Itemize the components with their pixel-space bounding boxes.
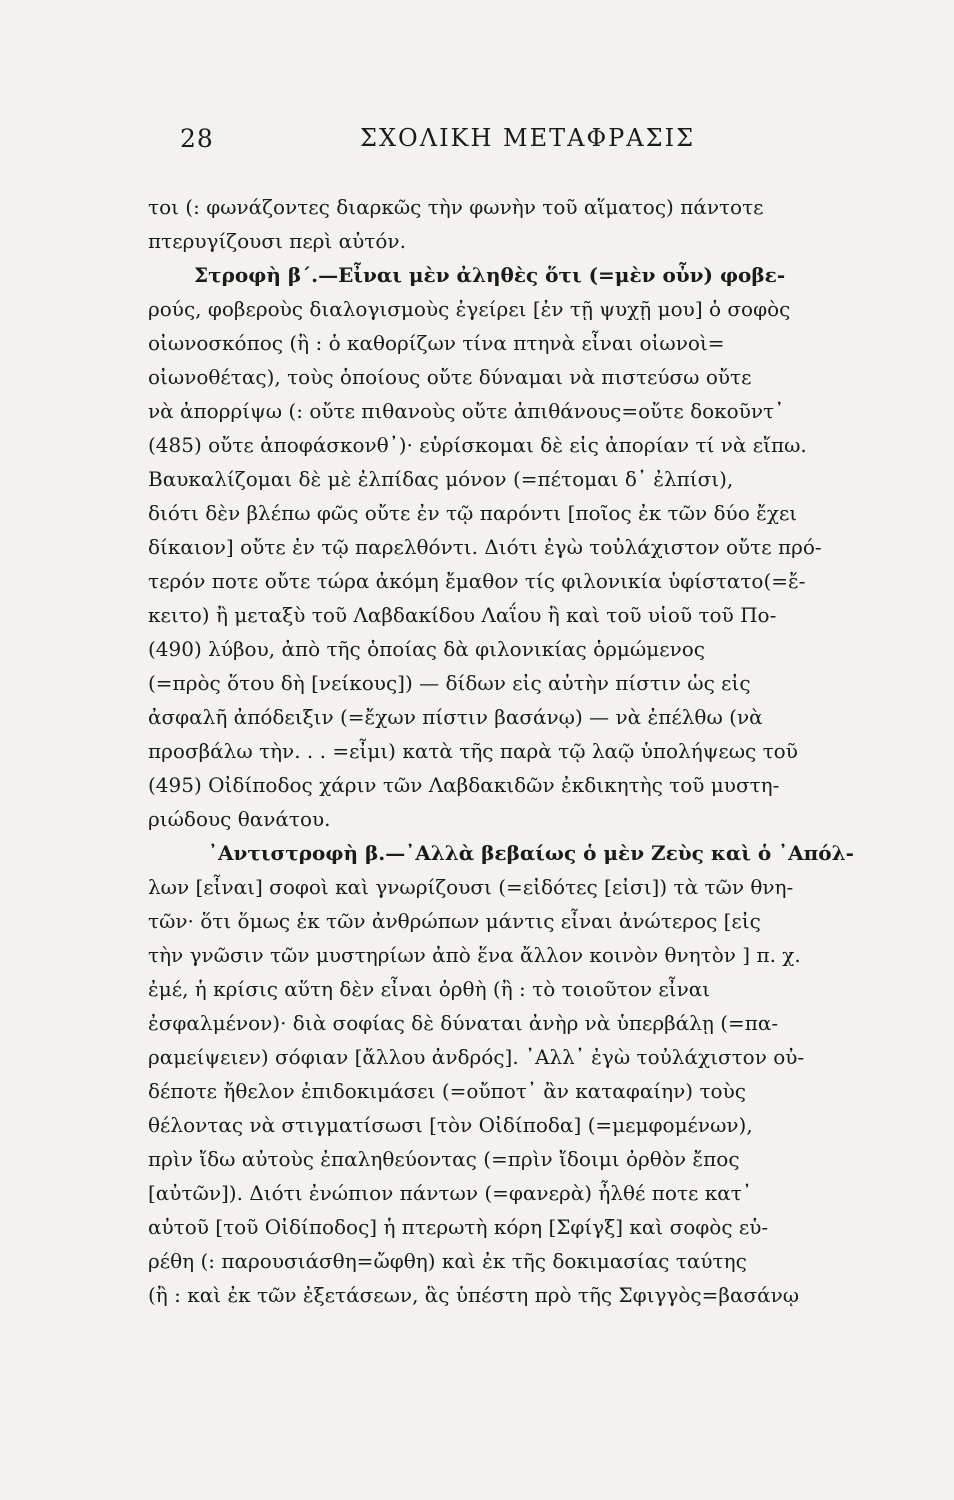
text-line: (490) λύβου, ἀπὸ τῆς ὁποίας δὰ φιλονικίας ὁρμώμενος [148,637,705,661]
text-line: τῶν· ὅτι ὅμως ἐκ τῶν ἀνθρώπων μάντις εἶναι ἀνώτερος [εἰς [148,909,761,933]
text-line: οἰωνοσκόπος (ἢ : ὁ καθορίζων τίνα πτηνὰ εἶναι οἰωνοὶ= [148,331,725,355]
text-line: θέλοντας νὰ στιγματίσωσι [τὸν Οἰδίποδα] (=μεμφομένων), [148,1113,753,1137]
text-line: πτερυγίζουσι περὶ αὐτόν. [148,229,406,253]
text-line: (495) Οἰδίποδος χάριν τῶν Λαβδακιδῶν ἐκδικητὴς τοῦ μυστη- [148,773,780,797]
text-line: (=πρὸς ὅτου δὴ [νείκους]) — δίδων εἰς αὐτὴν πίστιν ὡς εἰς [148,671,751,695]
text-line: δέποτε ἤθελον ἐπιδοκιμάσει (=οὔποτ᾽ ἂν καταφαίην) τοὺς [148,1079,746,1103]
text-line: προσβάλω τὴν. . . =εἶμι) κατὰ τῆς παρὰ τῷ λαῷ ὑπολήψεως τοῦ [148,739,798,763]
text-line: τὴν γνῶσιν τῶν μυστηρίων ἀπὸ ἕνα ἄλλον κοινὸν θνητὸν ] π. χ. [148,943,801,967]
text-line: τερόν ποτε οὔτε τώρα ἀκόμη ἔμαθον τίς φιλονικία ὑφίστατο(=ἔ- [148,569,806,593]
running-title: ΣΧΟΛΙΚΗ ΜΕΤΑΦΡΑΣΙΣ [360,124,696,152]
text-line: [αὐτῶν]). Διότι ἐνώπιον πάντων (=φανερὰ) ἦλθέ ποτε κατ᾽ [148,1181,752,1205]
text-line: ρούς, φοβεροὺς διαλογισμοὺς ἐγείρει [ἐν τῇ ψυχῇ μου] ὁ σοφὸς [148,297,791,321]
text-line: τοι (: φωνάζοντες διαρκῶς τὴν φωνὴν τοῦ αἵματος) πάντοτε [148,195,764,219]
page-header [150,124,890,164]
text-line: κειτο) ἢ μεταξὺ τοῦ Λαβδακίδου Λαΐου ἢ καὶ τοῦ υἱοῦ τοῦ Πο- [148,603,777,627]
text-line: αὐτοῦ [τοῦ Οἰδίποδος] ἡ πτερωτὴ κόρη [Σφίγξ] καὶ σοφὸς εὑ- [148,1215,769,1239]
text-line: ριώδους θανάτου. [148,807,331,831]
text-line: ᾽Αντιστροφὴ β.—᾽Αλλὰ βεβαίως ὁ μὲν Ζεὺς καὶ ὁ ᾽Απόλ- [208,841,854,865]
text-line: λων [εἶναι] σοφοὶ καὶ γνωρίζουσι (=εἰδότες [εἰσι]) τὰ τῶν θνη- [148,875,794,899]
text-line: (ἢ : καὶ ἐκ τῶν ἐξετάσεων, ἃς ὑπέστη πρὸ τῆς Σφιγγὸς=βασάνῳ [148,1283,800,1307]
body-text [148,190,916,1312]
text-line: ἐσφαλμένον)· διὰ σοφίας δὲ δύναται ἀνὴρ νὰ ὑπερβάλῃ (=πα- [148,1011,779,1035]
text-line: δίκαιον] οὔτε ἐν τῷ παρελθόντι. Διότι ἐγὼ τοὐλάχιστον οὔτε πρό- [148,535,822,559]
text-line: ἐμέ, ἡ κρίσις αὕτη δὲν εἶναι ὀρθὴ (ἢ : τὸ τοιοῦτον εἶναι [148,977,711,1001]
text-line: οἰωνοθέτας), τοὺς ὁποίους οὔτε δύναμαι νὰ πιστεύσω οὔτε [148,365,752,389]
text-line: πρὶν ἴδω αὐτοὺς ἐπαληθεύοντας (=πρὶν ἴδοιμι ὀρθὸν ἔπος [148,1147,740,1171]
text-line: νὰ ἀπορρίψω (: οὔτε πιθανοὺς οὔτε ἀπιθάνους=οὔτε δοκοῦντ᾽ [148,399,785,423]
text-line: διότι δὲν βλέπω φῶς οὔτε ἐν τῷ παρόντι [ποῖος ἐκ τῶν δύο ἔχει [148,501,798,525]
text-line: Στροφὴ β΄.—Εἶναι μὲν ἀληθὲς ὅτι (=μὲν οὖν) φοβε- [194,263,786,287]
text-line: Βαυκαλίζομαι δὲ μὲ ἐλπίδας μόνον (=πέτομαι δ᾽ ἐλπίσι), [148,467,734,491]
text-line: ἀσφαλῆ ἀπόδειξιν (=ἔχων πίστιν βασάνῳ) — νὰ ἐπέλθω (νὰ [148,705,763,729]
text-line: ρέθη (: παρουσιάσθη=ὤφθη) καὶ ἐκ τῆς δοκιμασίας ταύτης [148,1249,747,1273]
text-line: (485) οὔτε ἀποφάσκονθ᾽)· εὑρίσκομαι δὲ εἰς ἀπορίαν τί νὰ εἴπω. [148,433,807,457]
page-number: 28 [180,124,214,153]
text-line: ραμείψειεν) σόφιαν [ἄλλου ἀνδρός]. ᾽Αλλ᾽ ἐγὼ τοὐλάχιστον οὐ- [148,1045,805,1069]
